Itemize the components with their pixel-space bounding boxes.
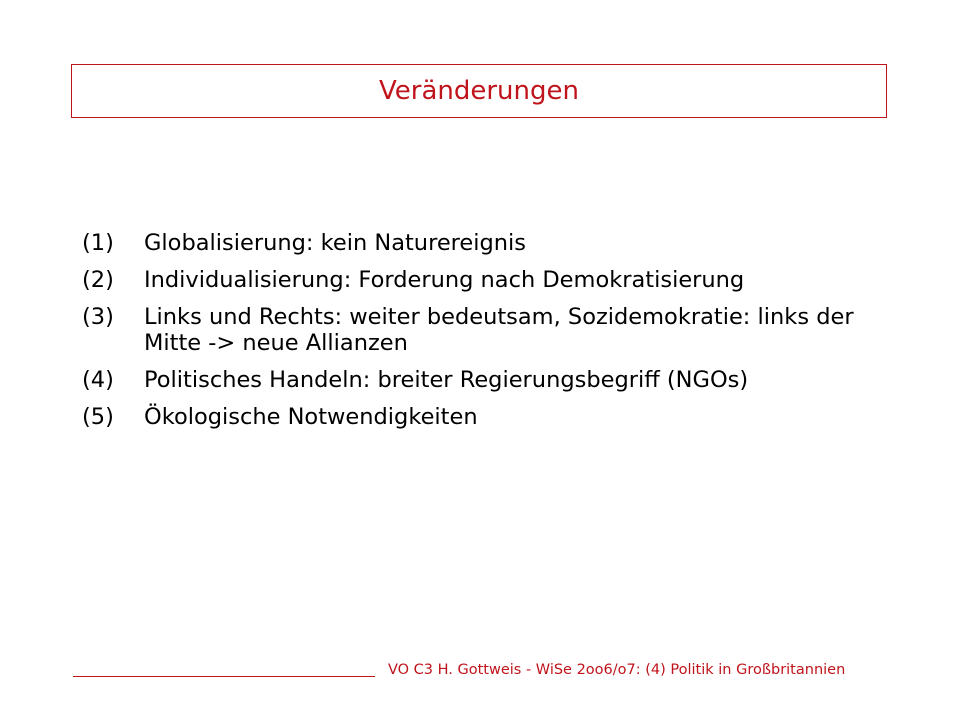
list-item-text: Politisches Handeln: breiter Regierungsbegriff (NGOs) bbox=[144, 367, 749, 393]
list-item-number: (2) bbox=[82, 267, 114, 293]
list-item bbox=[82, 304, 902, 356]
footer-text: VO C3 H. Gottweis - WiSe 2oo6/o7: (4) Politik in Großbritannien bbox=[388, 662, 846, 678]
list-item bbox=[82, 367, 902, 393]
list-item bbox=[82, 267, 902, 293]
list-item-text: Individualisierung: Forderung nach Demokratisierung bbox=[144, 267, 745, 293]
title-box bbox=[71, 64, 887, 118]
list-item-number: (1) bbox=[82, 230, 114, 256]
list-item-number: (5) bbox=[82, 404, 114, 430]
list-item-text: Links und Rechts: weiter bedeutsam, Sozidemokratie: links der Mitte -> neue Allianzen bbox=[144, 304, 854, 356]
list-item-text: Ökologische Notwendigkeiten bbox=[144, 404, 478, 430]
list-item-number: (4) bbox=[82, 367, 114, 393]
bullet-list bbox=[82, 230, 902, 441]
footer-divider bbox=[73, 676, 375, 677]
list-item-text: Globalisierung: kein Naturereignis bbox=[144, 230, 527, 256]
slide-title: Veränderungen bbox=[379, 76, 579, 106]
list-item bbox=[82, 230, 902, 256]
list-item-number: (3) bbox=[82, 304, 114, 330]
list-item bbox=[82, 404, 902, 430]
